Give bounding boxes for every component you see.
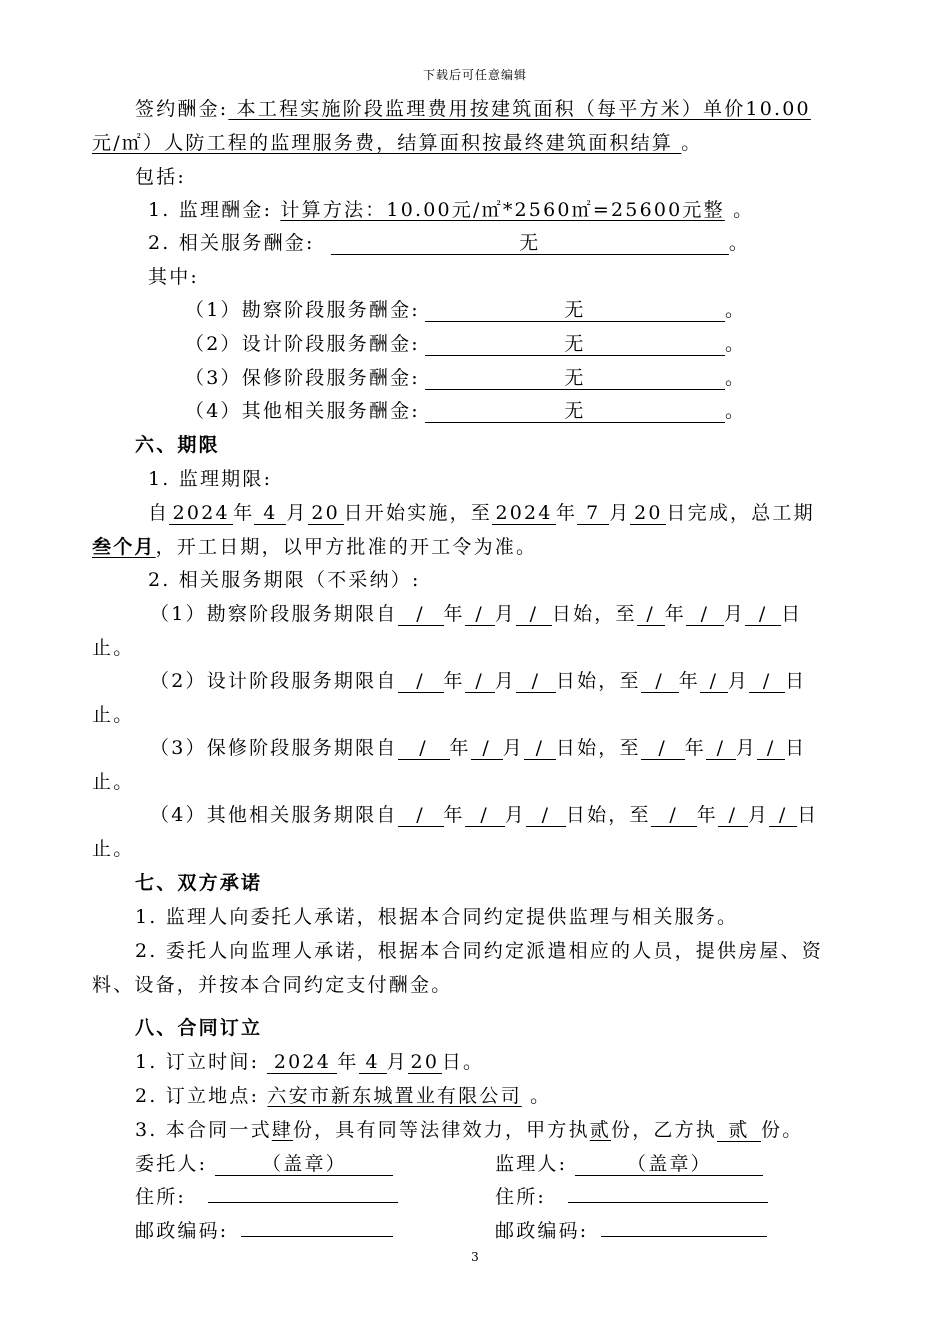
section-promise-heading: 七、双方承诺	[135, 872, 263, 894]
copies-total: 肆	[271, 1119, 293, 1141]
sign-fee-line-2: 元/㎡）人防工程的监理服务费，结算面积按最终建筑面积结算 。	[92, 132, 703, 154]
supervisor-line: 监理人: （盖章）	[495, 1152, 763, 1176]
supervision-term-label: 1. 监理期限:	[148, 468, 273, 490]
supervision-fee-value: 计算方法：10.00元/㎡*2560㎡=25600元整	[280, 199, 725, 221]
warranty-fee-line: （3）保修阶段服务酬金: 无 。	[185, 367, 747, 389]
supervisor-address-field	[568, 1202, 768, 1203]
other-fee-value: 无	[425, 400, 725, 423]
warranty-term-line: （3）保修阶段服务期限自 / 年 / 月 / 日始，至 / 年 / 月 / 日	[150, 737, 807, 759]
end-year: 2024	[492, 502, 556, 525]
client-address-field	[208, 1202, 398, 1203]
design-fee-line: （2）设计阶段服务酬金: 无 。	[185, 333, 747, 355]
client-postcode-line: 邮政编码:	[135, 1219, 393, 1243]
supervisor-seal: （盖章）	[575, 1153, 763, 1176]
related-fee-label: 2. 相关服务酬金:	[148, 232, 315, 254]
other-term-line: （4）其他相关服务期限自 / 年 / 月 / 日始，至 / 年 / 月 / 日	[150, 804, 819, 826]
term-dates-line: 自 2024 年 4 月 20 日开始实施，至 2024 年 7 月 20 日完成，总工期	[148, 502, 815, 524]
include-label: 包括:	[135, 166, 187, 188]
sign-fee-line-1	[135, 97, 811, 121]
section-term-heading: 六、期限	[135, 434, 220, 456]
signing-place: 六安市新东城置业有限公司	[267, 1085, 522, 1107]
term-duration-line: 叁个月，开工日期，以甲方批准的开工令为准。	[92, 536, 538, 558]
end-day: 20	[630, 502, 666, 525]
other-fee-line: （4）其他相关服务酬金: 无 。	[185, 400, 747, 422]
copies-line: 3. 本合同一式肆份，具有同等法律效力，甲方执贰份，乙方执 贰 份。	[135, 1119, 804, 1141]
client-line: 委托人: （盖章）	[135, 1152, 393, 1176]
design-fee-value: 无	[425, 333, 725, 356]
survey-term-line: （1）勘察阶段服务期限自 / 年 / 月 / 日始，至 / 年 / 月 / 日	[150, 603, 803, 625]
start-month: 4	[254, 502, 286, 525]
signing-day: 20	[408, 1051, 442, 1074]
page-number: 3	[471, 1250, 479, 1264]
copies-party-b: 贰	[717, 1119, 761, 1142]
signing-time-line: 1. 订立时间: 2024 年 4 月 20 日。	[135, 1051, 485, 1073]
client-seal: （盖章）	[215, 1153, 393, 1176]
related-term-label: 2. 相关服务期限（不采纳）:	[148, 569, 421, 591]
supervision-fee-line: 1. 监理酬金: 计算方法：10.00元/㎡*2560㎡=25600元整 。	[148, 199, 755, 221]
sign-fee-text-1: 本工程实施阶段监理费用按建筑面积（每平方米）单价10.00	[228, 98, 811, 120]
start-year: 2024	[169, 502, 233, 525]
end-month: 7	[577, 502, 609, 525]
design-term-line: （2）设计阶段服务期限自 / 年 / 月 / 日始，至 / 年 / 月 / 日	[150, 670, 807, 692]
signing-year: 2024	[267, 1051, 337, 1074]
survey-fee-line: （1）勘察阶段服务酬金: 无 。	[185, 299, 747, 321]
warranty-fee-value: 无	[425, 367, 725, 390]
client-postcode-field	[241, 1236, 393, 1237]
start-day: 20	[308, 502, 344, 525]
promise-2b: 料、设备，并按本合同约定支付酬金。	[92, 974, 453, 996]
related-fee-line: 2. 相关服务酬金: 无 。	[148, 232, 751, 254]
section-contract-heading: 八、合同订立	[135, 1017, 263, 1039]
sign-fee-label: 签约酬金:	[135, 98, 229, 120]
page-header: 下载后可任意编辑	[422, 68, 527, 82]
supervisor-postcode-field	[601, 1236, 767, 1237]
among-label: 其中:	[148, 266, 200, 288]
signing-month: 4	[359, 1051, 387, 1074]
promise-2a: 2. 委托人向监理人承诺，根据本合同约定派遣相应的人员，提供房屋、资	[135, 940, 823, 962]
supervisor-address-line: 住所:	[495, 1185, 768, 1209]
survey-fee-value: 无	[425, 299, 725, 322]
total-duration: 叁个月	[92, 536, 156, 558]
promise-1: 1. 监理人向委托人承诺，根据本合同约定提供监理与相关服务。	[135, 906, 739, 928]
supervisor-postcode-line: 邮政编码:	[495, 1219, 767, 1243]
related-fee-value: 无	[331, 232, 729, 255]
copies-party-a: 贰	[589, 1119, 611, 1141]
sign-fee-text-2: 元/㎡）人防工程的监理服务费，结算面积按最终建筑面积结算	[92, 132, 682, 154]
client-address-line: 住所:	[135, 1185, 398, 1209]
signing-place-line: 2. 订立地点: 六安市新东城置业有限公司 。	[135, 1085, 552, 1107]
supervision-fee-label: 1. 监理酬金:	[148, 199, 273, 221]
